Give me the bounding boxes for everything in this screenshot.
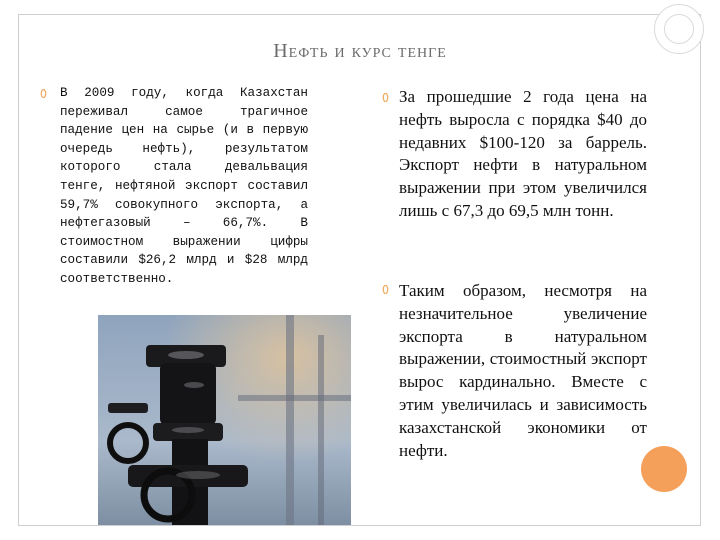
bullet-icon	[40, 89, 47, 98]
left-paragraph: В 2009 году, когда Казахстан переживал самое трагичное падение цен на сырье (и в первую очередь нефть), результатом которого стала девальвация тенге, нефтяной экспорт составил 59,7% совокупного экспорта, а нефтегазовый – 66,7%. В стоимостном выражении цифры составили $26,2 млрд и $28 млрд соответственно.	[60, 86, 308, 286]
right-paragraph-1: За прошедшие 2 года цена на нефть выросла с порядка $40 до недавних $100-120 за баррель. Экспорт нефти в натуральном выражении при этом увеличился лишь с 67,3 до 69,5 млн тонн.	[399, 87, 647, 220]
slide-title: Нефть и курс тенге	[273, 40, 447, 62]
bullet-icon	[382, 285, 389, 294]
bullet-icon	[382, 93, 389, 102]
accent-circle	[641, 446, 687, 492]
oil-valve-photo	[98, 315, 351, 525]
right-paragraph-2: Таким образом, несмотря на незначительное увеличение экспорта в натуральном выражении, стоимостный экспорт вырос кардинально. Вместе с этим увеличилась и зависимость казахстанской экономики от нефти.	[399, 281, 647, 460]
